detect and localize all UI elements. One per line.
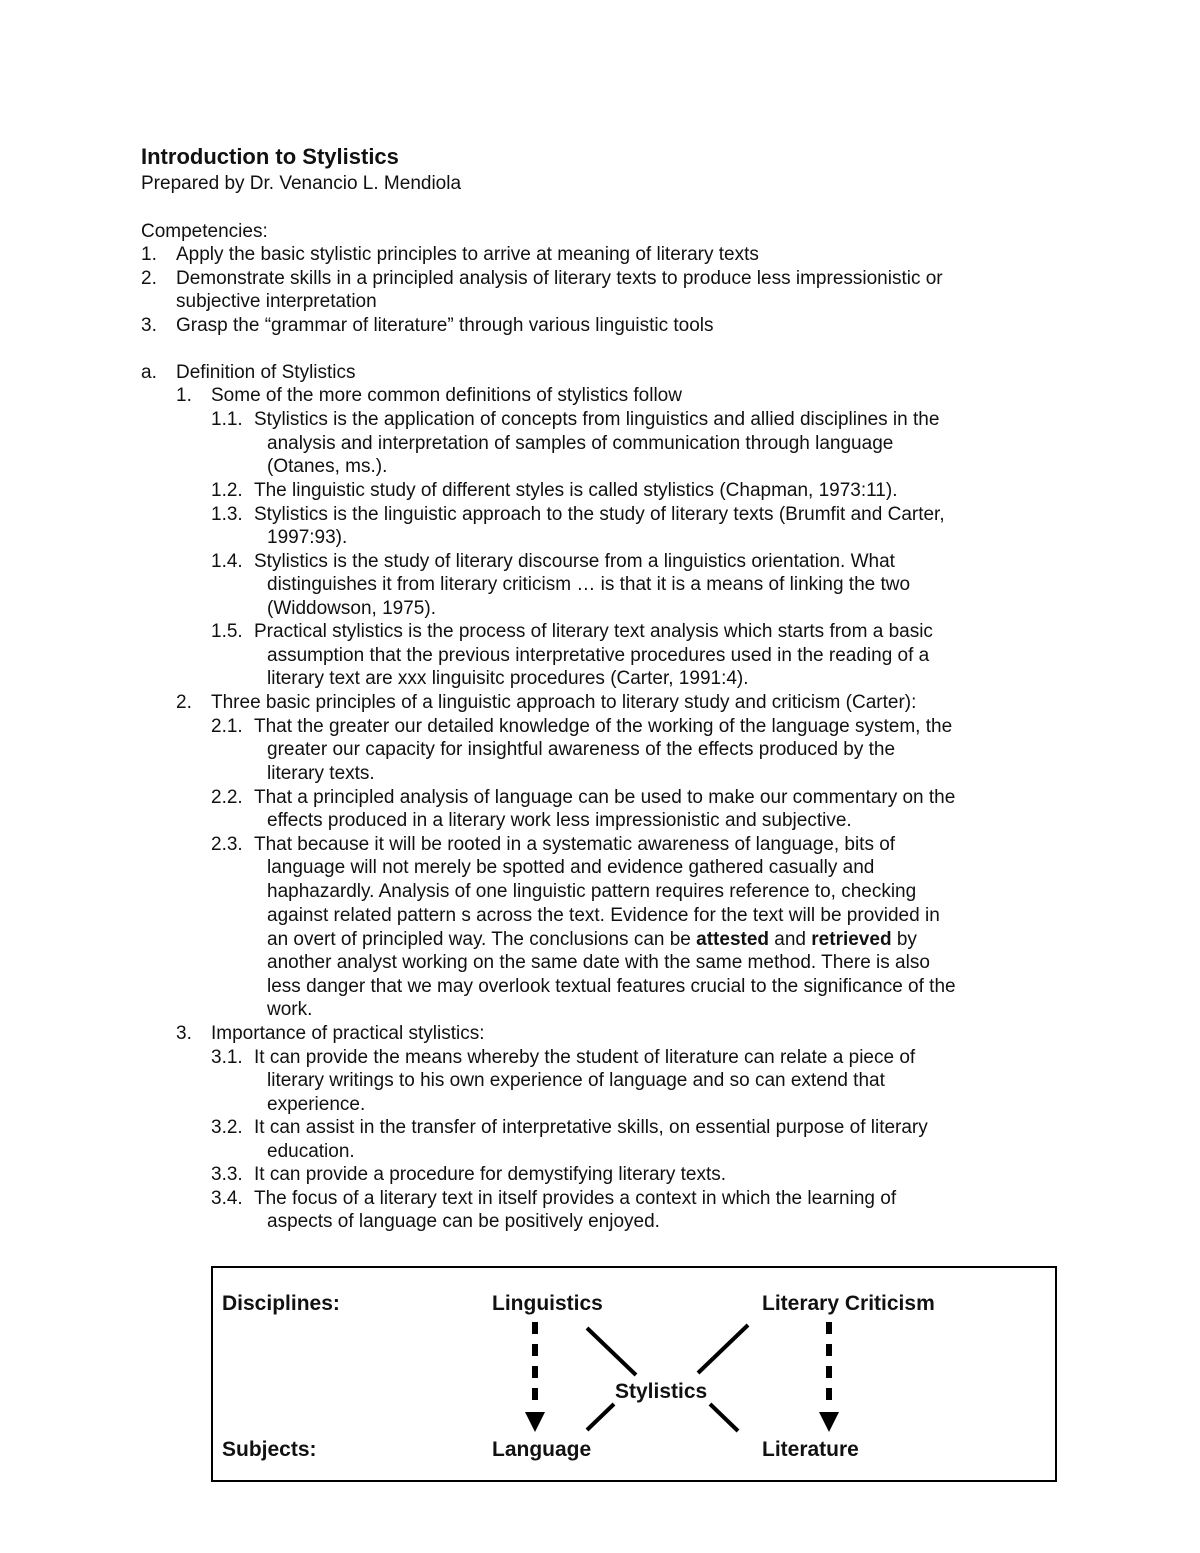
text-segment: by [891, 929, 917, 950]
list-text: Practical stylistics is the process of literary text analysis which starts from a basic [254, 621, 933, 642]
page-title: Introduction to Stylistics [141, 144, 399, 169]
list-text: The focus of a literary text in itself provides a context in which the learning of [254, 1188, 897, 1209]
list-text: literary text are xxx linguisitc procedures (Carter, 1991:4). [267, 668, 749, 689]
list-number: 2.3. [211, 834, 243, 855]
competency-text: subjective interpretation [176, 291, 377, 312]
disciplines-label: Disciplines: [222, 1292, 340, 1315]
list-text: That because it will be rooted in a systematic awareness of language, bits of [254, 834, 896, 855]
list-text: experience. [267, 1094, 366, 1115]
arrow-head-literature [819, 1412, 839, 1432]
list-text: effects produced in a literary work less impressionistic and subjective. [267, 810, 852, 831]
list-number: 2.2. [211, 787, 243, 808]
list-number: 3. [176, 1023, 192, 1044]
list-text: distinguishes it from literary criticism … is that it is a means of linking the two [267, 574, 911, 595]
connector-stylistics-literature [710, 1404, 738, 1431]
list-text: against related pattern s across the text. Evidence for the text will be provided in [267, 905, 940, 926]
subjects-label: Subjects: [222, 1438, 317, 1461]
list-text: education. [267, 1141, 355, 1162]
list-number: 2.1. [211, 716, 243, 737]
list-text-with-emphasis [267, 928, 917, 951]
list-text: That a principled analysis of language can be used to make our commentary on the [254, 787, 956, 808]
list-number: 3.2. [211, 1117, 243, 1138]
list-text: greater our capacity for insightful awareness of the effects produced by the [267, 739, 896, 760]
section-marker: a. [141, 362, 157, 383]
competency-number: 1. [141, 244, 157, 265]
list-text: That the greater our detailed knowledge of the working of the language system, the [254, 716, 953, 737]
list-number: 1.2. [211, 480, 243, 501]
list-text: 1997:93). [267, 527, 348, 548]
list-number: 1. [176, 385, 192, 406]
stylistics-diagram [211, 1266, 1057, 1482]
arrow-head-language [525, 1412, 545, 1432]
list-text: Stylistics is the application of concepts from linguistics and allied disciplines in the [254, 409, 940, 430]
stylistics-label: Stylistics [615, 1380, 708, 1403]
list-number: 1.4. [211, 551, 243, 572]
list-text: analysis and interpretation of samples of communication through language [267, 433, 894, 454]
connector-criticism-stylistics [698, 1325, 748, 1373]
list-number: 1.3. [211, 504, 243, 525]
list-text: literary texts. [267, 763, 375, 784]
author-line: Prepared by Dr. Venancio L. Mendiola [141, 173, 462, 194]
list-text: Importance of practical stylistics: [211, 1023, 485, 1044]
list-number: 3.1. [211, 1047, 243, 1068]
list-text: Some of the more common definitions of stylistics follow [211, 385, 682, 406]
competency-number: 3. [141, 315, 157, 336]
literature-label: Literature [762, 1438, 859, 1461]
text-segment: and [769, 929, 812, 950]
competency-text: Apply the basic stylistic principles to arrive at meaning of literary texts [176, 244, 759, 265]
section-heading: Definition of Stylistics [176, 362, 356, 383]
list-text: The linguistic study of different styles is called stylistics (Chapman, 1973:11). [254, 480, 898, 501]
list-text: It can provide a procedure for demystifying literary texts. [254, 1164, 727, 1185]
list-text: language will not merely be spotted and evidence gathered casually and [267, 857, 875, 878]
connector-stylistics-language [587, 1404, 614, 1430]
list-text: Stylistics is the linguistic approach to the study of literary texts (Brumfit and Carter, [254, 504, 945, 525]
list-text: Three basic principles of a linguistic approach to literary study and criticism (Carter): [211, 692, 917, 713]
list-text: less danger that we may overlook textual features crucial to the significance of the [267, 976, 956, 997]
emphasis-attested: attested [696, 929, 770, 950]
text-segment: an overt of principled way. The conclusions can be [267, 929, 697, 950]
list-text: literary writings to his own experience of language and so can extend that [267, 1070, 885, 1091]
list-number: 3.3. [211, 1164, 243, 1185]
list-text: (Widdowson, 1975). [267, 598, 436, 619]
list-number: 3.4. [211, 1188, 243, 1209]
list-text: It can assist in the transfer of interpretative skills, on essential purpose of literary [254, 1117, 928, 1138]
list-number: 1.1. [211, 409, 243, 430]
competency-text: Grasp the “grammar of literature” through various linguistic tools [176, 315, 714, 336]
list-text: aspects of language can be positively enjoyed. [267, 1211, 660, 1232]
competency-number: 2. [141, 268, 157, 289]
competencies-heading: Competencies: [141, 221, 268, 242]
list-text: haphazardly. Analysis of one linguistic pattern requires reference to, checking [267, 881, 917, 902]
emphasis-retrieved: retrieved [811, 929, 892, 950]
list-text: assumption that the previous interpretative procedures used in the reading of a [267, 645, 930, 666]
list-text: work. [267, 999, 313, 1020]
list-number: 2. [176, 692, 192, 713]
connector-linguistics-stylistics [587, 1328, 636, 1375]
list-number: 1.5. [211, 621, 243, 642]
language-label: Language [492, 1438, 592, 1461]
competency-text: Demonstrate skills in a principled analysis of literary texts to produce less impressionistic or [176, 268, 943, 289]
list-text: It can provide the means whereby the student of literature can relate a piece of [254, 1047, 916, 1068]
list-text: another analyst working on the same date with the same method. There is also [267, 952, 930, 973]
literary-criticism-label: Literary Criticism [762, 1292, 935, 1315]
list-text: (Otanes, ms.). [267, 456, 388, 477]
linguistics-label: Linguistics [492, 1292, 603, 1315]
list-text: Stylistics is the study of literary discourse from a linguistics orientation. What [254, 551, 895, 572]
